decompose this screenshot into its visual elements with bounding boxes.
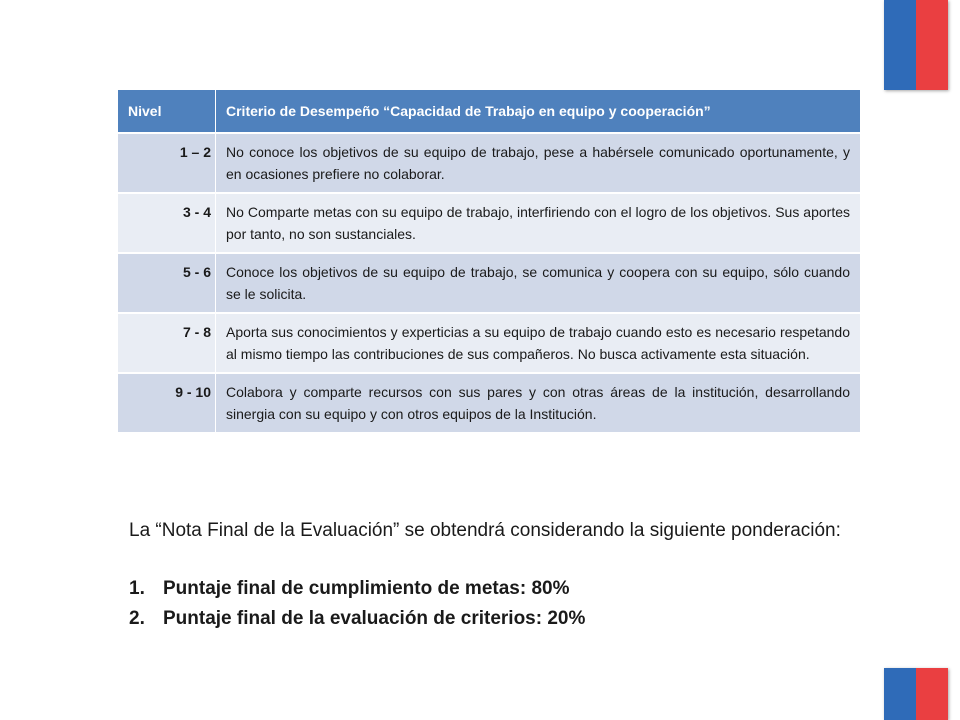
chile-flag-decoration-bottom [884,668,948,720]
row-level: 9 - 10 [118,373,216,432]
row-description: Conoce los objetivos de su equipo de trabajo, se comunica y coopera con su equipo, sólo cuando se le solicita. [216,253,861,313]
row-description: Colabora y comparte recursos con sus pares y con otras áreas de la institución, desarrollando sinergia con su equipo y con otros equipos de la Institución. [216,373,861,432]
list-item [129,604,849,634]
flag-blue-stripe [884,668,916,720]
list-item-number: 2. [129,608,145,629]
list-item-number: 1. [129,578,145,599]
chile-flag-decoration-top [884,0,948,90]
final-grade-note [129,516,849,634]
row-level: 3 - 4 [118,193,216,253]
table-row [118,133,861,193]
row-description: No Comparte metas con su equipo de trabajo, interfiriendo con el logro de los objetivos. Sus aportes por tanto, no son sustanciales. [216,193,861,253]
row-description: Aporta sus conocimientos y experticias a su equipo de trabajo cuando esto es necesario respetando al mismo tiempo las contribuciones de sus compañeros. No busca activamente esta situación. [216,313,861,373]
table-row [118,193,861,253]
list-item-text: Puntaje final de la evaluación de criterios: 20% [163,608,586,629]
weighting-list [129,574,849,634]
row-level: 5 - 6 [118,253,216,313]
flag-blue-stripe [884,0,916,90]
row-description: No conoce los objetivos de su equipo de trabajo, pese a habérsele comunicado oportunamente, y en ocasiones prefiere no colaborar. [216,133,861,193]
note-intro: La “Nota Final de la Evaluación” se obtendrá considerando la siguiente ponderación: [129,520,841,541]
row-level: 7 - 8 [118,313,216,373]
header-level: Nivel [118,90,216,133]
list-item [129,574,849,604]
list-item-text: Puntaje final de cumplimiento de metas: 80% [163,578,570,599]
flag-red-stripe [916,668,948,720]
flag-red-stripe [916,0,948,90]
table-header-row [118,90,861,133]
table-row [118,253,861,313]
criteria-table [118,90,861,432]
row-level: 1 – 2 [118,133,216,193]
table-row [118,373,861,432]
table-row [118,313,861,373]
header-criterion: Criterio de Desempeño “Capacidad de Trabajo en equipo y cooperación” [216,90,861,133]
